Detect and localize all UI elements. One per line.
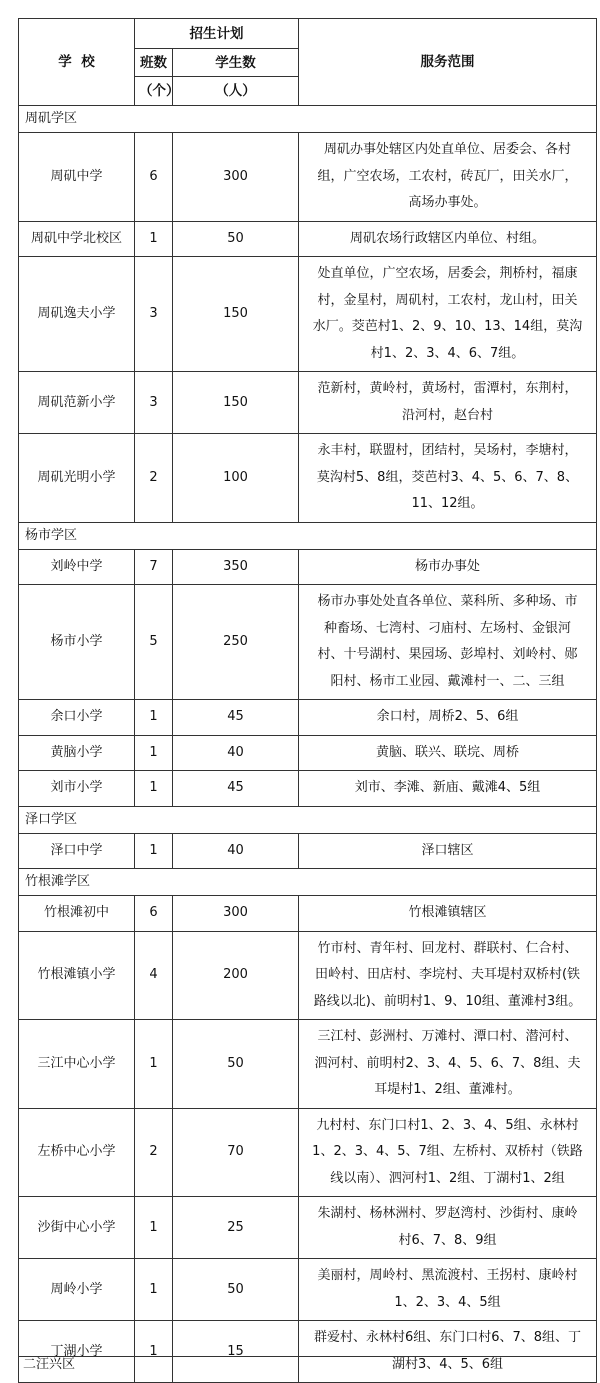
student-count-cell: 70: [173, 1108, 299, 1197]
service-scope-line: 竹市村、青年村、回龙村、群联村、仁合村、: [317, 940, 578, 956]
class-count-cell: 5: [135, 585, 173, 700]
service-scope-cell: [299, 257, 597, 372]
service-scope-line: 阳村、杨市工业园、戴滩村一、二、三组: [330, 673, 565, 689]
table-row: [19, 133, 597, 222]
class-count-cell: 1: [135, 1259, 173, 1321]
school-name-cell: 杨市小学: [19, 585, 135, 700]
zone-name: 泽口学区: [19, 806, 597, 833]
zone-name: 周矶学区: [19, 106, 597, 133]
header-school: 学 校: [19, 19, 135, 106]
class-count-cell: 4: [135, 931, 173, 1020]
service-scope-cell: [299, 221, 597, 257]
service-scope-cell: [299, 1108, 597, 1197]
service-scope-line: 耳堤村1、2组、董滩村。: [374, 1082, 521, 1097]
table-row: [19, 896, 597, 932]
service-scope-cell: [299, 1321, 597, 1383]
service-scope-line: 田岭村、田店村、李垸村、夫耳堤村双桥村(铁: [314, 967, 581, 982]
class-count-cell: 3: [135, 257, 173, 372]
service-scope-line: 湖村3、4、5、6组: [391, 1356, 504, 1372]
service-scope-cell: [299, 585, 597, 700]
table-row: [19, 1108, 597, 1197]
service-scope-line: 水厂。茭芭村1、2、9、10、13、14组，莫沟: [312, 319, 583, 334]
student-count-cell: 40: [173, 735, 299, 771]
zone-row: [19, 106, 597, 133]
service-scope-cell: [299, 133, 597, 222]
service-scope-line: 周矶农场行政辖区内单位、村组。: [349, 230, 545, 246]
service-scope-cell: [299, 1259, 597, 1321]
table-row: [19, 257, 597, 372]
school-name-cell: 三江中心小学: [19, 1020, 135, 1109]
school-name-cell: 左桥中心小学: [19, 1108, 135, 1197]
service-scope-cell: [299, 372, 597, 434]
service-scope-line: 周矶办事处辖区内处直单位、居委会、各村: [323, 142, 571, 157]
service-scope-line: 九村村、东门口村1、2、3、4、5组、永林村: [316, 1117, 579, 1133]
service-scope-cell: [299, 1020, 597, 1109]
table-body: [19, 106, 597, 1383]
service-scope-cell: [299, 833, 597, 869]
school-name-cell: 刘市小学: [19, 771, 135, 807]
table-row: [19, 549, 597, 585]
header-students: 学生数: [173, 49, 299, 77]
table-bottom-border: [18, 1356, 596, 1357]
service-scope-cell: [299, 735, 597, 771]
service-scope-line: 路线以北)、前明村1、9、10组、董滩村3组。: [313, 993, 582, 1009]
class-count-cell: 2: [135, 1108, 173, 1197]
table-row: [19, 434, 597, 523]
school-name-cell: 沙街中心小学: [19, 1197, 135, 1259]
student-count-cell: 250: [173, 585, 299, 700]
service-scope-cell: [299, 771, 597, 807]
table-row: [19, 1321, 597, 1383]
student-count-cell: 200: [173, 931, 299, 1020]
student-count-cell: 50: [173, 1020, 299, 1109]
student-count-cell: 150: [173, 257, 299, 372]
table-row: [19, 585, 597, 700]
table-row: [19, 771, 597, 807]
service-scope-cell: [299, 1197, 597, 1259]
service-scope-line: 1、2、3、4、5组: [394, 1294, 501, 1310]
service-scope-line: 杨市办事处: [414, 558, 480, 574]
school-name-cell: 周矶逸夫小学: [19, 257, 135, 372]
table-row: [19, 1259, 597, 1321]
student-count-cell: 15: [173, 1321, 299, 1383]
service-scope-line: 种畜场、七湾村、刁庙村、左场村、金银河: [323, 620, 571, 636]
header-service-scope: 服务范围: [299, 19, 597, 106]
table-row: [19, 700, 597, 736]
class-count-cell: 3: [135, 372, 173, 434]
enrollment-table-sheet: [18, 18, 596, 1383]
table-row: [19, 372, 597, 434]
header-plan: 招生计划: [135, 19, 299, 49]
table-row: [19, 1197, 597, 1259]
service-scope-line: 竹根滩镇辖区: [408, 905, 487, 920]
class-count-cell: 1: [135, 771, 173, 807]
class-count-cell: 2: [135, 434, 173, 523]
header-students-unit: （人）: [173, 77, 299, 106]
zone-name: 杨市学区: [19, 522, 597, 549]
header-classes-unit: （个）: [135, 77, 173, 106]
service-scope-line: 杨市办事处处直各单位、菜科所、多种场、市: [317, 594, 578, 609]
service-scope-line: 村，金星村，周矶村，工农村，龙山村，田关: [317, 292, 578, 308]
school-name-cell: 泽口中学: [19, 833, 135, 869]
class-count-cell: 1: [135, 1020, 173, 1109]
service-scope-line: 村、十号湖村、果园场、彭埠村、刘岭村、郧: [317, 647, 578, 662]
table-row: [19, 1020, 597, 1109]
student-count-cell: 300: [173, 896, 299, 932]
header-classes: 班数: [135, 49, 173, 77]
school-name-cell: 周矶范新小学: [19, 372, 135, 434]
service-scope-line: 11、12组。: [411, 496, 484, 511]
cut-off-row: [18, 1356, 596, 1372]
service-scope-line: 村6、7、8、9组: [398, 1232, 497, 1248]
class-count-cell: 1: [135, 1321, 173, 1383]
student-count-cell: 25: [173, 1197, 299, 1259]
service-scope-cell: [299, 700, 597, 736]
service-scope-line: 刘市、李滩、新庙、戴滩4、5组: [354, 780, 541, 795]
service-scope-line: 朱湖村、杨林洲村、罗赵湾村、沙街村、康岭: [317, 1206, 578, 1221]
service-scope-line: 泽口辖区: [421, 842, 474, 858]
enrollment-plan-table: [18, 18, 597, 1383]
service-scope-line: 莫沟村5、8组，茭芭村3、4、5、6、7、8、: [316, 469, 579, 485]
student-count-cell: 300: [173, 133, 299, 222]
school-name-cell: 丁湖小学: [19, 1321, 135, 1383]
school-name-cell: 黄脑小学: [19, 735, 135, 771]
student-count-cell: 45: [173, 771, 299, 807]
table-row: [19, 833, 597, 869]
class-count-cell: 1: [135, 735, 173, 771]
student-count-cell: 100: [173, 434, 299, 523]
table-row: [19, 735, 597, 771]
school-name-cell: 余口小学: [19, 700, 135, 736]
school-name-cell: 刘岭中学: [19, 549, 135, 585]
service-scope-cell: [299, 931, 597, 1020]
zone-row: [19, 806, 597, 833]
class-count-cell: 7: [135, 549, 173, 585]
class-count-cell: 1: [135, 700, 173, 736]
school-name-cell: 周岭小学: [19, 1259, 135, 1321]
zone-row: [19, 522, 597, 549]
class-count-cell: 6: [135, 896, 173, 932]
student-count-cell: 150: [173, 372, 299, 434]
class-count-cell: 1: [135, 221, 173, 257]
service-scope-cell: [299, 896, 597, 932]
class-count-cell: 1: [135, 833, 173, 869]
service-scope-line: 处直单位，广空农场，居委会，荆桥村，福康: [317, 266, 578, 281]
service-scope-cell: [299, 434, 597, 523]
school-name-cell: 周矶中学北校区: [19, 221, 135, 257]
service-scope-line: 三江村、彭洲村、万滩村、潭口村、潜河村、: [317, 1029, 578, 1044]
service-scope-line: 村1、2、3、4、6、7组。: [370, 345, 525, 361]
service-scope-line: 黄脑、联兴、联垸、周桥: [375, 744, 519, 760]
student-count-cell: 50: [173, 221, 299, 257]
student-count-cell: 50: [173, 1259, 299, 1321]
school-name-cell: 周矶光明小学: [19, 434, 135, 523]
table-row: [19, 931, 597, 1020]
student-count-cell: 45: [173, 700, 299, 736]
student-count-cell: 350: [173, 549, 299, 585]
service-scope-line: 1、2、3、4、5、7组、左桥村、双桥村（铁路: [312, 1144, 583, 1159]
service-scope-line: 组，广空农场，工农村，砖瓦厂，田关水厂，: [317, 168, 578, 184]
school-name-cell: 竹根滩镇小学: [19, 931, 135, 1020]
service-scope-line: 群爱村、永林村6组、东门口村6、7、8组、丁: [313, 1330, 582, 1345]
class-count-cell: 6: [135, 133, 173, 222]
service-scope-cell: [299, 549, 597, 585]
service-scope-line: 泗河村、前明村2、3、4、5、6、7、8组、夫: [314, 1055, 581, 1071]
school-name-cell: 竹根滩初中: [19, 896, 135, 932]
student-count-cell: 40: [173, 833, 299, 869]
service-scope-line: 沿河村，赵台村: [401, 407, 493, 423]
school-name-cell: 周矶中学: [19, 133, 135, 222]
service-scope-line: 美丽村，周岭村、黑流渡村、王拐村、康岭村: [317, 1268, 578, 1283]
service-scope-line: 余口村，周桥2、5、6组: [376, 709, 519, 724]
service-scope-line: 永丰村，联盟村，团结村，吴场村，李塘村，: [317, 443, 578, 458]
table-row: [19, 221, 597, 257]
service-scope-line: 线以南）、泗河村1、2组、丁湖村1、2组: [330, 1170, 565, 1186]
zone-name: 竹根滩学区: [19, 869, 597, 896]
service-scope-line: 范新村，黄岭村，黄场村，雷潭村，东荆村，: [317, 381, 578, 396]
class-count-cell: 1: [135, 1197, 173, 1259]
zone-row: [19, 869, 597, 896]
service-scope-line: 高场办事处。: [408, 195, 487, 210]
cut-off-zone-label: 二汪兴区: [23, 1357, 76, 1372]
